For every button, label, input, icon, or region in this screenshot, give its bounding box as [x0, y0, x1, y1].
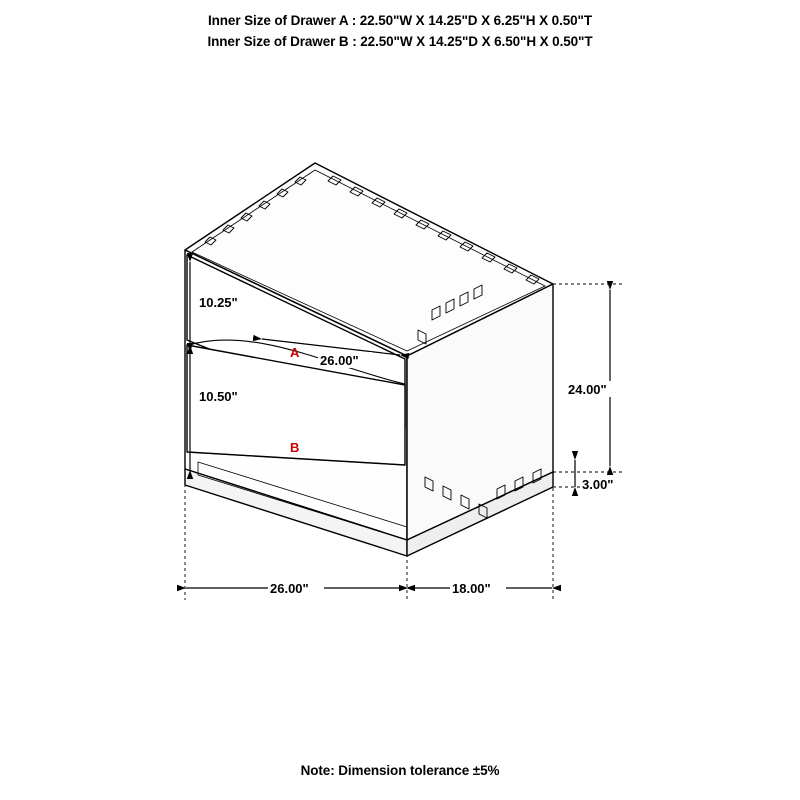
label-drawer-a-height: 10.25"	[199, 295, 238, 310]
label-bottom-width: 26.00"	[270, 581, 309, 596]
footer-note: Note: Dimension tolerance ±5%	[300, 763, 500, 778]
label-side-depth: 18.00"	[452, 581, 491, 596]
drawer-a-inner-size: Inner Size of Drawer A : 22.50"W X 14.25"D X 6.25"H X 0.50"T	[207, 13, 592, 28]
drawer-b-inner-size: Inner Size of Drawer B : 22.50"W X 14.25"D X 6.50"H X 0.50"T	[207, 34, 593, 49]
label-drawer-b-height: 10.50"	[199, 389, 238, 404]
label-total-height: 24.00"	[568, 382, 607, 397]
label-drawer-a: A	[290, 345, 300, 360]
label-drawer-b: B	[290, 440, 300, 455]
label-front-width: 26.00"	[320, 353, 359, 368]
label-leg-height: 3.00"	[582, 477, 614, 492]
